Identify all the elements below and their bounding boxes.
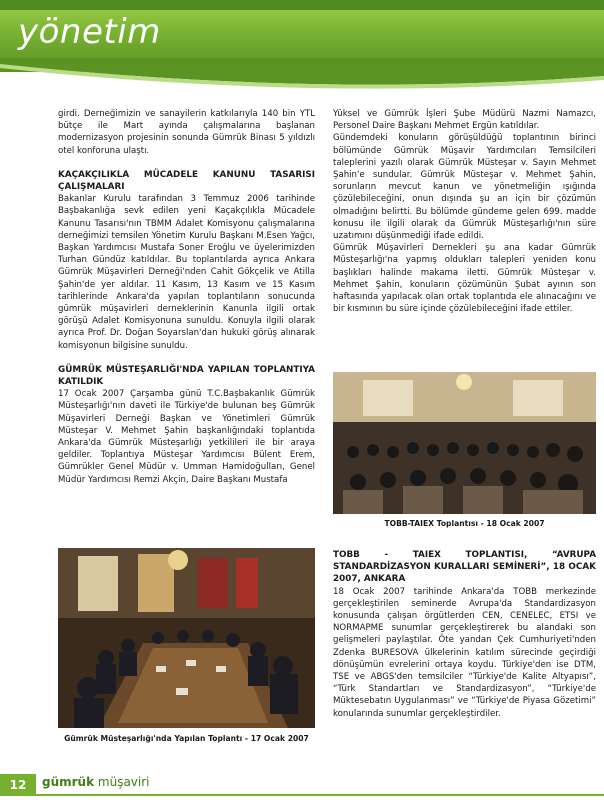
photo-tobb-taiex (333, 372, 596, 514)
header-stripe (0, 0, 604, 10)
tobb-taiex-paragraph: 18 Ocak 2007 tarihinde Ankara'da TOBB merkezinde gerçekleştirilen seminerde Avrupa'da Standardizasyon konusunda çalışan örgütlerden CEN, CENELEC, ETSI ve NORMAPME sunumlar gerçekleştirerek bu alandaki son gelişmeleri paylaştılar. Öte yandan Çek Cumhuriyeti'nden Zdenka BURESOVA ülkelerinin katılım sürecinde geçirdiği dönüşümün evrelerini ortaya koydu. Türkiye'den ise DTM, TSE ve ABGS'den temsilciler “Türkiye'de Kalite Altyapısı”, “Türk Standartları ve Standardizasyon”, “Türkiye'de Müktesebatın Uygulanması” ve “Türkiye'de Piyasa Gözetimi” konularında sunumlar gerçekleştirdiler. (333, 586, 596, 719)
requests-paragraph: Gümrük Müşavirleri Dernekleri şu ana kadar Gümrük Müsteşarlığı'na yapmış oldukları talepleri yeniden konu başlıkları halinde makama iletti. Gümrük Müsteşar v. Mehmet Şahin, konuların çözümünün Şubat ayının son haftasında yapılacak olan ortak toplantıda ele alınacağını ve bir kısmının bu süre içinde çözülebileceğini ifade ettiler. (333, 243, 596, 315)
customs-meeting-paragraph: 17 Ocak 2007 Çarşamba günü T.C.Başbakanlık Gümrük Müsteşarlığı'nın daveti ile Türkiye'de bulunan beş Gümrük Müşavirleri Derneği Başkan ve Yönetimleri Gümrük Müsteşar V. Mehmet Şahin başkanlığındaki toplantıda Ankara'da Gümrük Müsteşarlığı yetkilileri ile bir araya geldiler. Toplantıya Müsteşar Yardımcısı Bülent Erem, Gümrükler Genel Müdür v. Umman Hamidoğulları, Genel Müdür Yardımcısı Remzi Akçin, Daire Başkanı Mustafa (58, 389, 315, 485)
brand-rest: müşaviri (94, 775, 150, 789)
page-number: 12 (0, 774, 36, 796)
header-curve (0, 58, 604, 98)
attendees-paragraph: Yüksel ve Gümrük İşleri Şube Müdürü Nazmi Namazcı, Personel Daire Başkanı Mehmet Ergün katıldılar. (333, 109, 596, 132)
left-column (58, 108, 315, 486)
photo-customs-meeting (58, 548, 315, 728)
heading-tobb-taiex: TOBB - TAIEX TOPLANTISI, “AVRUPA STANDARDİZASYON KURALLARI SEMİNERİ”, 18 OCAK 2007, ANKARA (333, 550, 596, 585)
intro-paragraph: girdi. Derneğimizin ve sanayilerin katkılarıyla 140 bin YTL bütçe ile Mart ayında çalışmalarına başlanan modernizasyon projesinin sonunda Gümrük Binası 5 yıldızlı otel konforuna ulaştı. (58, 109, 315, 156)
heading-customs-meeting: GÜMRÜK MÜSTEŞARLIĞI'NDA YAPILAN TOPLANTIYA KATILDIK (58, 364, 315, 388)
photo-caption-tobb-taiex: TOBB-TAIEX Toplantısı - 18 Ocak 2007 (384, 519, 545, 528)
brand-bold: gümrük (42, 775, 95, 789)
smuggling-law-paragraph: Bakanlar Kurulu tarafından 3 Temmuz 2006 tarihinde Başbakanlığa sevk edilen yeni Kaçakçılıkla Mücadele Kanunu Tasarısı'nın TBMM Adalet Komisyonu çalışmalarına derneğimizi temsilen Yönetim Kurulu Başkanı M.Esen Yağcı, Başkan Yardımcısı Mustafa Soner Eroğlu ve üyelerimizden Turhan Gündüz katıldılar. Bu toplantılarda ayrıca Ankara Gümrük Müşavirleri Derneği'nden Cahit Gökçelik ve Atilla Şahin'de yer aldılar. 11 Kasım, 13 Kasım ve 15 Kasım tarihlerinde Ankara'da yapılan toplantıların sonucunda gümrük müşavirleri derneklerinin Kanunla ilgili ortak görüşü Adalet Komisyonuna sunuldu. Konuyla ilgili olarak ayrıca Prof. Dr. Doğan Soyarslan'dan hukuki görüş alınarak komisyonun bilgisine sunuldu. (58, 194, 315, 351)
footer-rule (36, 794, 604, 796)
agenda-paragraph: Gündemdeki konuların görüşüldüğü toplantının birinci bölümünde Gümrük Müşavir Yardımcıları Temsilcileri taleplerini yazılı olarak Gümrük Müsteşar v. Sayın Mehmet Şahin'e sundular. Gümrük Müsteşar v. Mehmet Şahin, sorunların mevcut kanun ve yönetmeliğin ışığında çözülebileceğini, onun dışında şu an için bir çözümün olmadığını belirtti. Bu bölümde gündeme gelen 699. madde konusu ile ilgili olarak da Gümrük Müsteşarlığı'nın süre uzatımını düşünmediği ifade edildi. (333, 133, 596, 242)
section-title: yönetim (18, 12, 161, 52)
photo-caption-customs-meeting: Gümrük Müsteşarlığı'nda Yapılan Toplantı - 17 Ocak 2007 (64, 734, 309, 743)
magazine-brand (42, 775, 150, 789)
right-column-top (333, 108, 596, 315)
seminar-hall-image (333, 372, 596, 514)
heading-smuggling-law: KAÇAKÇILIKLA MÜCADELE KANUNU TASARISI ÇALIŞMALARI (58, 169, 315, 193)
meeting-room-image (58, 548, 315, 728)
right-column-bottom (333, 545, 596, 720)
